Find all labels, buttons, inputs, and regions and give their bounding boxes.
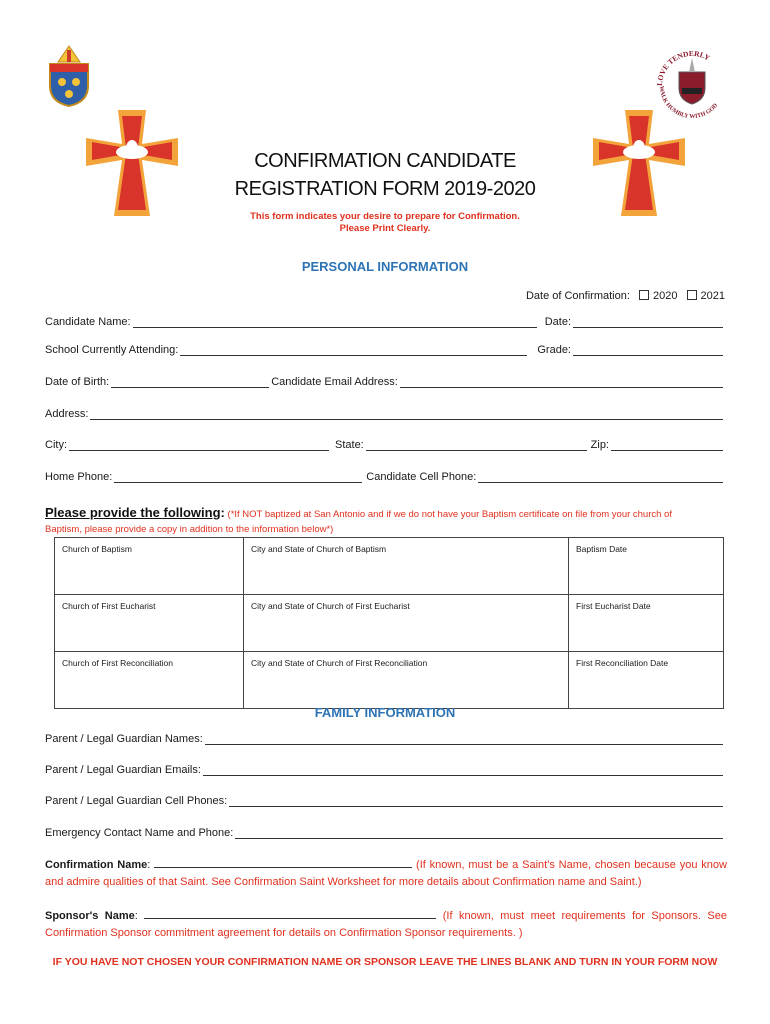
- svg-text:WALK HUMBLY WITH GOD: WALK HUMBLY WITH GOD: [657, 85, 720, 121]
- dob-field[interactable]: [111, 377, 269, 388]
- confirmation-name-field[interactable]: [154, 857, 412, 868]
- table-cell[interactable]: Church of First Eucharist: [55, 595, 244, 652]
- table-cell[interactable]: First Reconciliation Date: [569, 652, 724, 709]
- guardian-phones-row: [45, 793, 725, 807]
- form-title-line1: CONFIRMATION CANDIDATE: [254, 150, 516, 172]
- diocese-crest-icon: [44, 44, 94, 108]
- state-field[interactable]: [366, 440, 587, 451]
- option-2020-label: 2020: [652, 290, 678, 302]
- table-cell[interactable]: Church of Baptism: [55, 538, 244, 595]
- confirmation-name-note: (If known, must be a Saint's Name, chosen because you know and admire qualities of that Saint. See Confirmation Saint Worksheet for more details about Confirmation name and Saint.): [45, 859, 727, 888]
- school-row: [45, 342, 725, 356]
- city-row: [45, 437, 725, 451]
- city-label: City:: [45, 439, 67, 451]
- checkbox-2021[interactable]: [687, 290, 697, 300]
- table-cell[interactable]: Baptism Date: [569, 538, 724, 595]
- table-cell[interactable]: City and State of Church of First Eucharist: [244, 595, 569, 652]
- guardian-emails-field[interactable]: [203, 765, 723, 776]
- form-subtitle-line2: Please Print Clearly.: [339, 223, 431, 234]
- zip-label: Zip:: [590, 439, 609, 451]
- home-phone-field[interactable]: [114, 472, 362, 483]
- checkbox-2020[interactable]: [639, 290, 649, 300]
- candidate-name-row: [45, 314, 725, 328]
- emergency-row: [45, 825, 725, 839]
- email-field[interactable]: [400, 377, 723, 388]
- provide-note-text-1: (*If NOT baptized at San Antonio and if we do not have your Baptism certificate on file from your church of: [227, 509, 672, 520]
- address-field[interactable]: [90, 409, 723, 420]
- school-label: School Currently Attending:: [45, 344, 179, 356]
- dob-row: [45, 374, 725, 388]
- zip-field[interactable]: [611, 440, 723, 451]
- guardian-names-row: [45, 731, 725, 745]
- candidate-name-field[interactable]: [133, 317, 537, 328]
- guardian-emails-label: Parent / Legal Guardian Emails:: [45, 764, 201, 776]
- date-field[interactable]: [573, 317, 723, 328]
- confirmation-name-label: Confirmation Name: [45, 859, 148, 871]
- sacrament-table: [54, 537, 724, 709]
- school-field[interactable]: [180, 345, 527, 356]
- provide-note: [45, 505, 735, 537]
- form-subtitle-line1: This form indicates your desire to prepare for Confirmation.: [250, 211, 520, 222]
- option-2021-label: 2021: [700, 290, 725, 302]
- table-row: [55, 652, 724, 709]
- guardian-emails-row: [45, 762, 725, 776]
- guardian-phones-label: Parent / Legal Guardian Cell Phones:: [45, 795, 228, 807]
- guardian-names-label: Parent / Legal Guardian Names:: [45, 733, 203, 745]
- table-cell[interactable]: City and State of Church of Baptism: [244, 538, 569, 595]
- table-cell[interactable]: City and State of Church of First Reconciliation: [244, 652, 569, 709]
- sponsor-name-label: Sponsor's Name: [45, 910, 135, 922]
- table-row: [55, 538, 724, 595]
- table-cell[interactable]: Church of First Reconciliation: [55, 652, 244, 709]
- table-cell[interactable]: First Eucharist Date: [569, 595, 724, 652]
- provide-note-text-2: Baptism, please provide a copy in addition to the information below*): [45, 524, 334, 535]
- svg-text:LOVE TENDERLY: LOVE TENDERLY: [654, 48, 712, 87]
- grade-label: Grade:: [537, 344, 571, 356]
- emergency-label: Emergency Contact Name and Phone:: [45, 827, 234, 839]
- guardian-names-field[interactable]: [205, 734, 723, 745]
- address-label: Address:: [45, 408, 89, 420]
- state-label: State:: [335, 439, 364, 451]
- grade-field[interactable]: [573, 345, 723, 356]
- candidate-name-label: Candidate Name:: [45, 316, 131, 328]
- provide-colon: :: [220, 505, 225, 520]
- home-phone-label: Home Phone:: [45, 471, 113, 483]
- personal-info-heading: PERSONAL INFORMATION: [301, 259, 469, 274]
- city-field[interactable]: [69, 440, 329, 451]
- address-row: [45, 406, 725, 420]
- table-row: [55, 595, 724, 652]
- provide-heading: Please provide the following: [45, 505, 221, 520]
- sponsor-name-note: (If known, must meet requirements for Sponsors. See Confirmation Sponsor commitment agreement for details on Confirmation Sponsor requirements. ): [45, 910, 727, 939]
- form-title-line2: REGISTRATION FORM 2019-2020: [234, 178, 536, 200]
- date-label: Date:: [544, 316, 571, 328]
- sponsor-name-block: Sponsor's Name: (If known, must meet requirements for Sponsors. See Confirmation Sponsor commitment agreement for details on Confirmation Sponsor requirements. ): [45, 910, 727, 939]
- sponsor-name-field[interactable]: [144, 908, 436, 919]
- date-of-confirmation-label: Date of Confirmation:: [525, 290, 630, 302]
- guardian-phones-field[interactable]: [229, 796, 723, 807]
- school-crest-icon: [652, 46, 732, 126]
- email-label: Candidate Email Address:: [271, 376, 398, 388]
- footer-note: IF YOU HAVE NOT CHOSEN YOUR CONFIRMATION NAME OR SPONSOR LEAVE THE LINES BLANK AND TURN IN YOUR FORM NOW: [52, 956, 718, 968]
- emergency-field[interactable]: [235, 828, 723, 839]
- cell-phone-label: Candidate Cell Phone:: [366, 471, 477, 483]
- cell-phone-field[interactable]: [478, 472, 723, 483]
- dob-label: Date of Birth:: [45, 376, 110, 388]
- phone-row: [45, 469, 725, 483]
- date-of-confirmation: [0, 290, 725, 302]
- family-info-heading: FAMILY INFORMATION: [314, 705, 456, 720]
- confirmation-name-block: Confirmation Name: (If known, must be a Saint's Name, chosen because you know and admire qualities of that Saint. See Confirmation Saint Worksheet for more details about Confirmation name and Saint.): [45, 859, 727, 888]
